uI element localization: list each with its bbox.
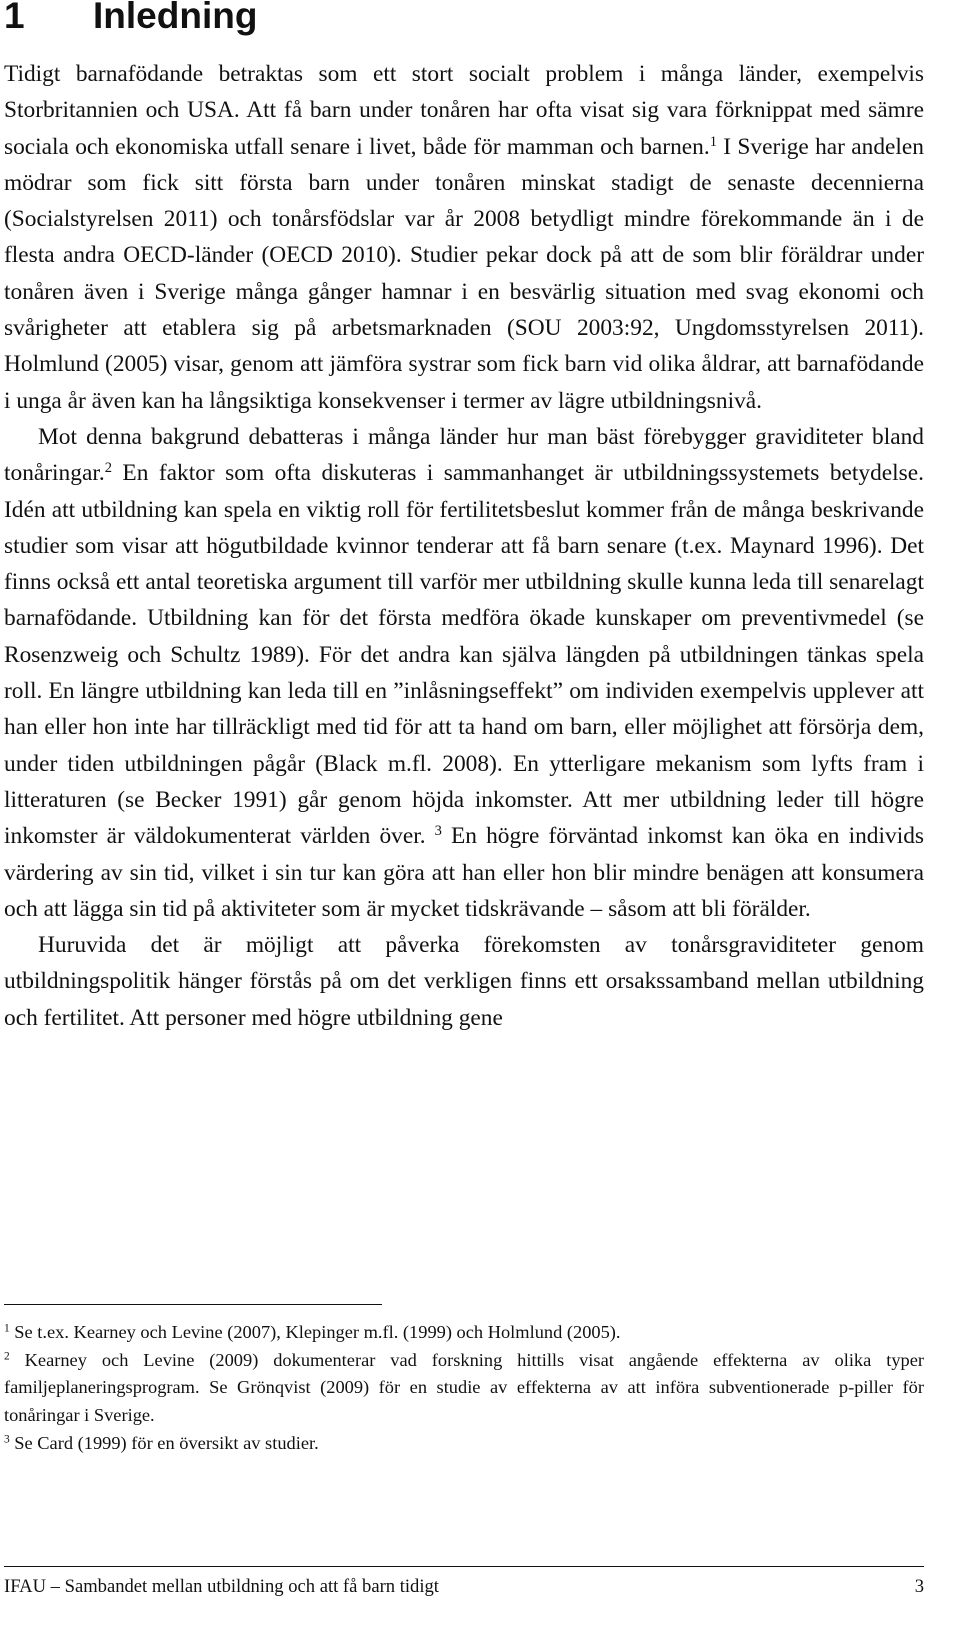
paragraph-text: Tidigt barnafödande betraktas som ett stort socialt problem i många länder, exempelvis Storbritannien och USA. Att få barn under tonåren har ofta visat sig vara förknippat med sämre sociala och ekonomiska utfall senare i livet, både för mamman och barnen. [4,61,924,160]
footnote-ref-2[interactable]: 2 [104,460,112,477]
paragraph-1 [4,56,924,419]
paragraph-text: En faktor som ofta diskuteras i sammanhanget är utbildningssystemets betydelse. Idén att utbildning kan spela en viktig roll för fertilitetsbeslut kommer från de många beskrivande studier som visar att högutbildade kvinnor tenderar att få barn senare (t.ex. Maynard 1996). Det finns också ett antal teoretiska argument till varför mer utbildning skulle kunna leda till senarelagt barnafödande. Utbildning kan för det första medföra ökade kunskaper om preventivmedel (se Rosenzweig och Schultz 1989). För det andra kan själva längden på utbildningen tänkas spela roll. En längre utbildning kan leda till en ”inlåsningseffekt” om individen exempelvis upplever att han eller hon inte har tillräckligt med tid för att ta hand om barn, eller möjlighet att försörja dem, under tiden utbildningen pågår (Black m.fl. 2008). En ytterligare mekanism som lyfts fram i litteraturen (se Becker 1991) går genom höjda inkomster. Att mer utbildning leder till högre inkomster är väldokumenterat världen över. [4,460,924,850]
footnote-3 [4,1430,924,1458]
footnote-text: Se Card (1999) för en översikt av studier. [9,1432,319,1453]
footnote-mark: 1 [4,1322,10,1335]
footnote-ref-1[interactable]: 1 [709,133,717,150]
chapter-number: 1 [4,0,25,36]
footnote-separator [4,1304,382,1305]
footnote-1 [4,1319,924,1347]
page-number: 3 [914,1576,924,1597]
footnote-text: Se t.ex. Kearney och Levine (2007), Klepinger m.fl. (1999) och Holmlund (2005). [9,1322,621,1342]
footnote-text: Kearney och Levine (2009) dokumenterar vad forskning hittills visat angående effekterna av olika typer familjeplaneringsprogram. Se Grönqvist (2009) för en studie av effekterna av att införa subventionerade p-piller för tonåringar i Sverige. [4,1349,924,1426]
footnote-ref-3[interactable]: 3 [434,823,442,840]
page-footer [4,1566,924,1597]
paragraph-text: I Sverige har andelen mödrar som fick sitt första barn under tonåren minskat stadigt de senaste decennierna (Socialstyrelsen 2011) och tonårsfödslar var år 2008 betydligt mindre förekommande än i de flesta andra OECD-länder (OECD 2010). Studier pekar dock på att de som blir föräldrar under tonåren även i Sverige många gånger hamnar i en besvärlig situation med svag ekonomi och svårigheter att etablera sig på arbetsmarknaden (SOU 2003:92, Ungdomsstyrelsen 2011). Holmlund (2005) visar, genom att jämföra systrar som fick barn vid olika åldrar, att barnafödande i unga år även kan ha långsiktiga konsekvenser i termer av lägre utbildningsnivå. [4,133,924,414]
footnote-mark: 3 [4,1433,10,1446]
running-title: IFAU – Sambandet mellan utbildning och att få barn tidigt [4,1576,439,1597]
paragraph-text: En högre förväntad inkomst kan öka en individs värdering av sin tid, vilket i sin tur kan göra att han eller hon blir mindre benägen att konsumera och att lägga sin tid på aktiviteter som är mycket tidskrävande – såsom att bli förälder. [4,823,924,922]
footnotes [4,1319,924,1458]
paragraph-text: Huruvida det är möjligt att påverka förekomsten av tonårsgraviditeter genom utbildningspolitik hänger förstås på om det verkligen finns ett orsakssamband mellan utbildning och fertilitet. Att personer med högre utbildning gene [4,932,924,1031]
footnote-2 [4,1347,924,1430]
paragraph-3 [4,927,924,1036]
chapter-title: Inledning [93,0,258,36]
footnote-mark: 2 [4,1350,10,1363]
chapter-heading [4,0,257,38]
body-text [4,56,924,1036]
paragraph-2 [4,419,924,927]
paragraph-text: Mot denna bakgrund debatteras i många länder hur man bäst förebygger graviditeter bland tonåringar. [4,423,924,487]
